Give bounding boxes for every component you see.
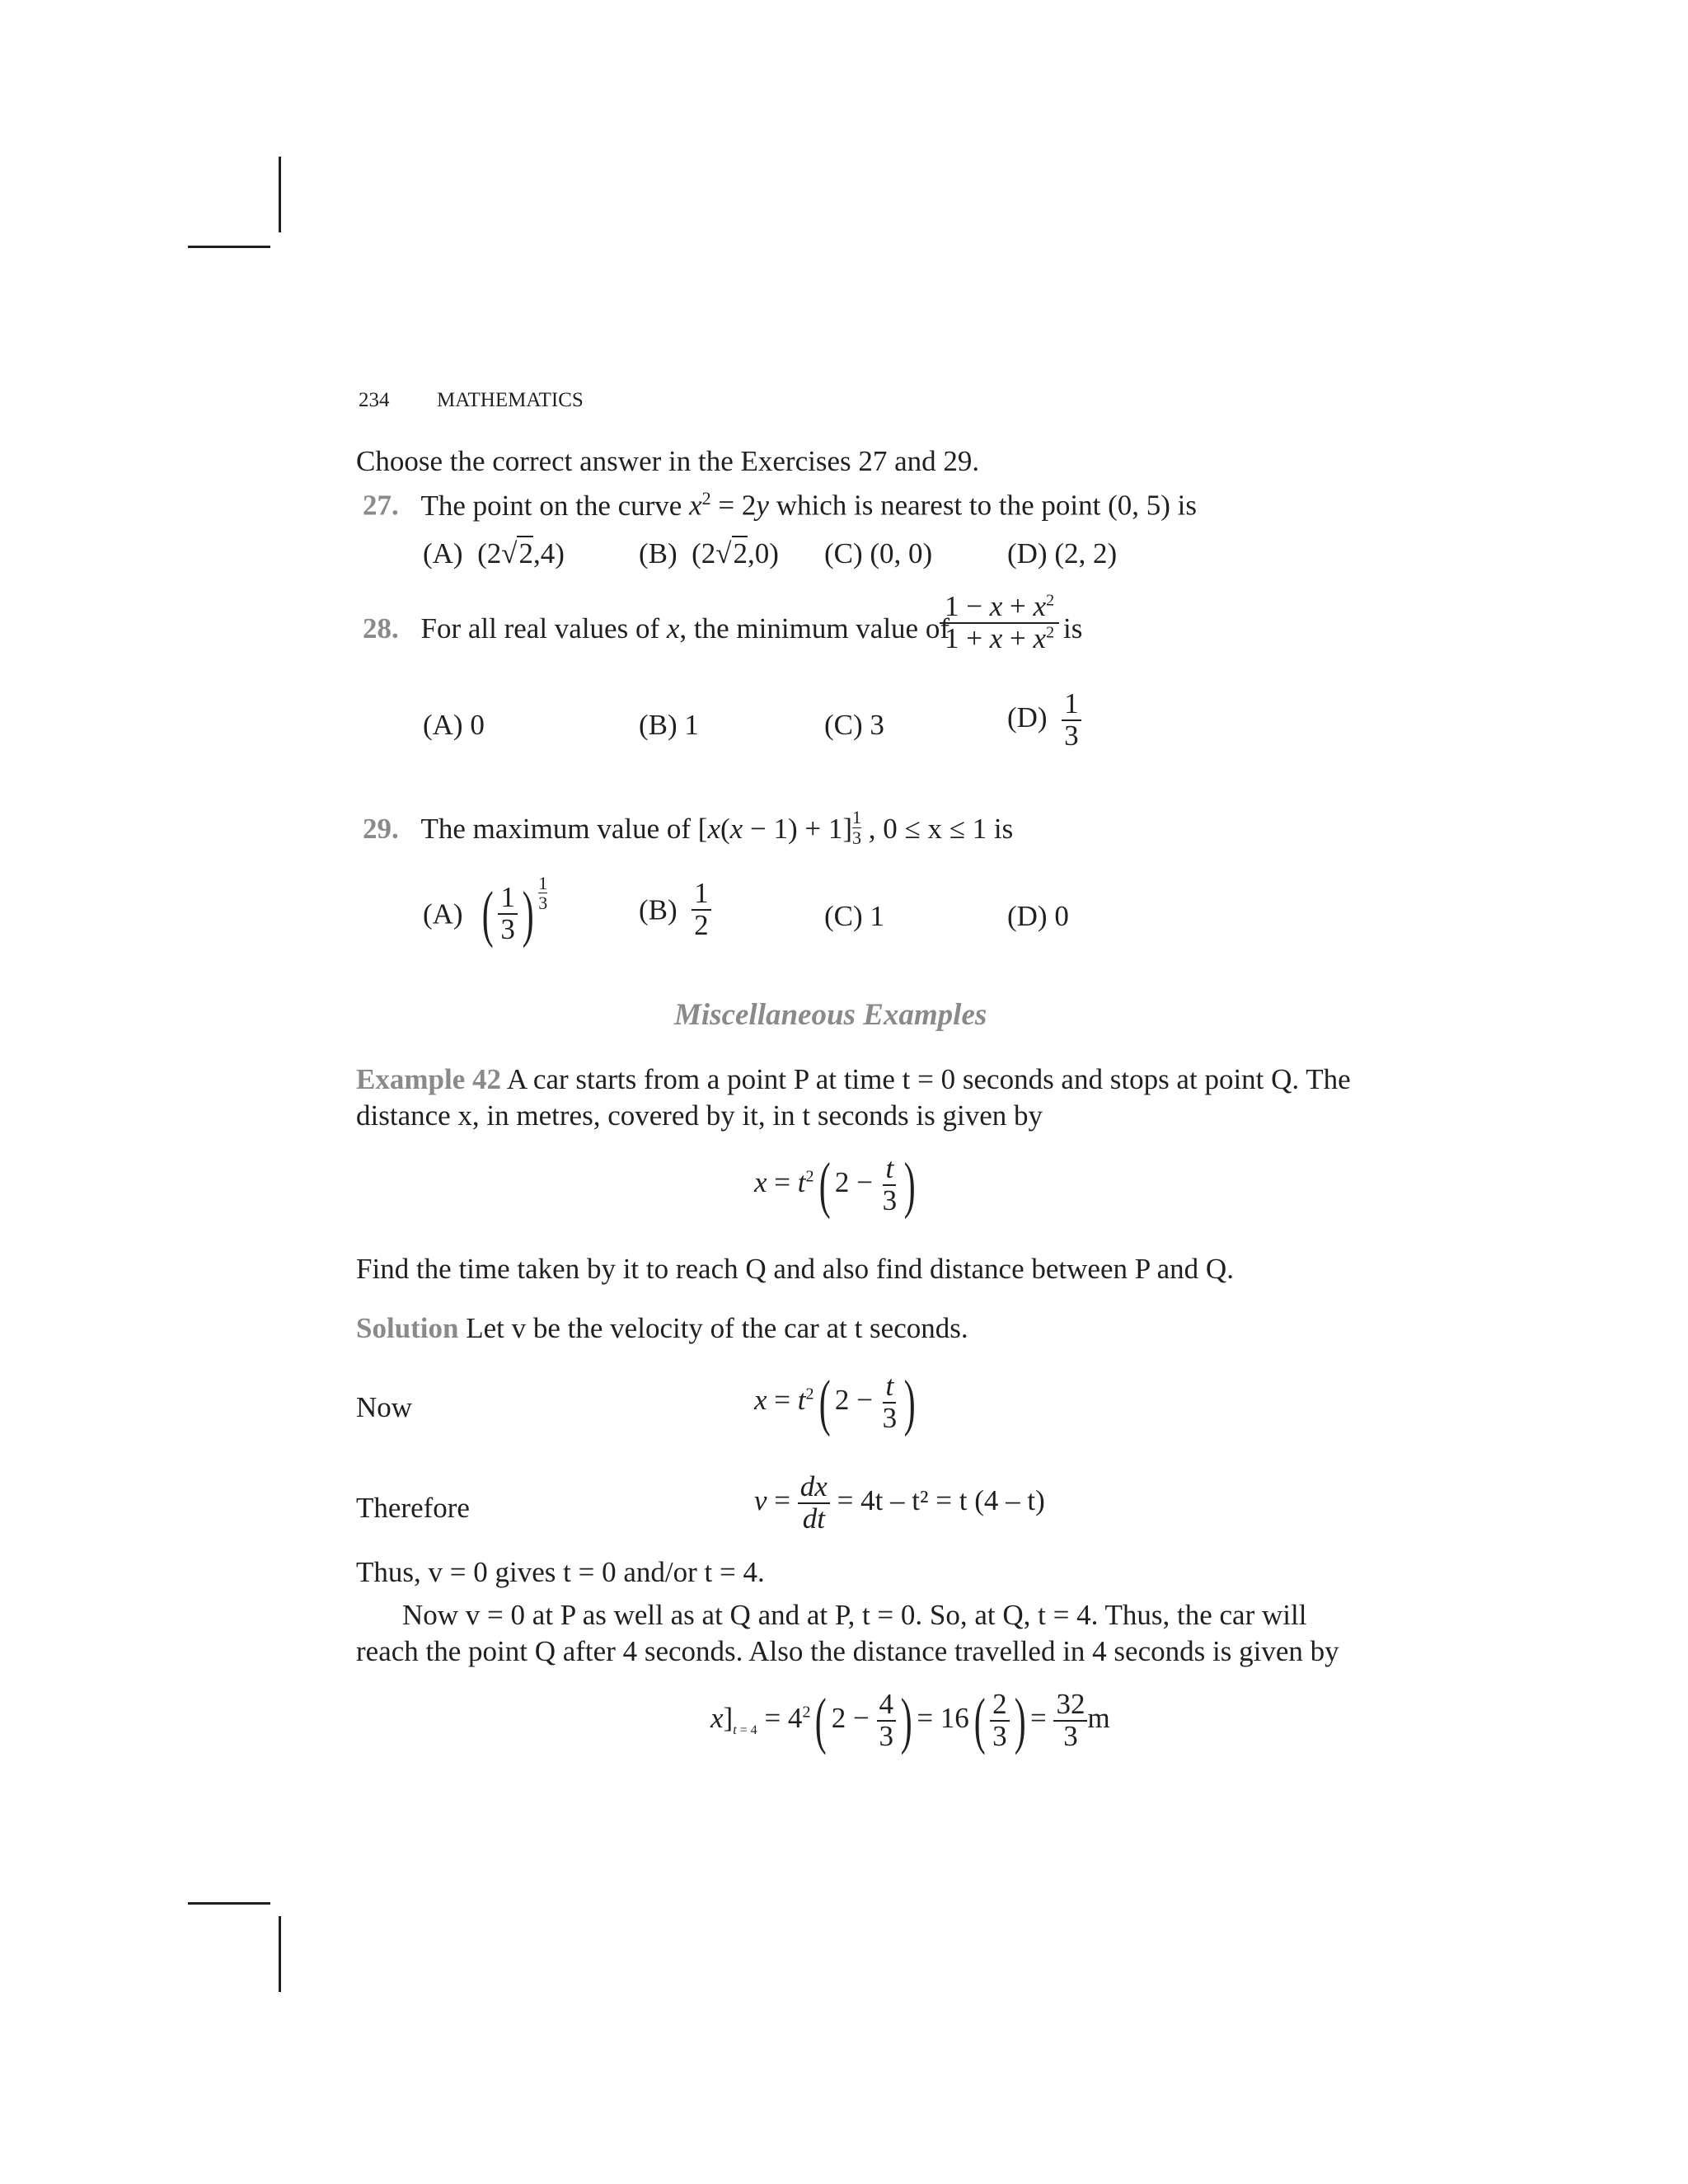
solution-paragraph-2: reach the point Q after 4 seconds. Also the distance travelled in 4 seconds is given by [356, 1635, 1339, 1667]
example-42-find: Find the time taken by it to reach Q and also find distance between P and Q. [356, 1253, 1234, 1285]
question-27: 27. The point on the curve $x^2 = 2y$ which is nearest to the point (0, 5) is [363, 488, 1198, 522]
q28-option-d: (D) $\frac{1}{3}$ [1007, 689, 1081, 752]
example-label: Example 42 [356, 1063, 501, 1095]
now-label: Now [356, 1391, 413, 1423]
q27-option-a: (A) (2√2,4) [423, 537, 565, 569]
section-title: Miscellaneous Examples [674, 998, 987, 1032]
crop-mark-bottom-vertical [279, 1916, 281, 1992]
q29-option-d: (D) 0 [1007, 900, 1069, 932]
q28-is: is [1063, 612, 1083, 644]
equation-distance-result: $x]_{t = 4} = 4^2$( 2 − $\frac{4}{3}$ ) = 16( $\frac{2}{3}$ ) = $\frac{32}{3}$ m [710, 1686, 1110, 1755]
thus-line: Thus, v = 0 gives t = 0 and/or t = 4. [356, 1556, 765, 1588]
solution-line: Solution Let v be the velocity of the car at t seconds. [356, 1312, 968, 1344]
q27-option-d: (D) (2, 2) [1007, 537, 1118, 569]
equation-x: $x = t^2$( 2 − $\frac{t}{3}$ ) [754, 1368, 916, 1437]
question-number: 29. [363, 813, 399, 845]
crop-mark-top-horizontal [188, 246, 270, 248]
exercise-intro: Choose the correct answer in the Exercises 27 and 29. [356, 445, 980, 477]
equation-distance: $x = t^2$( 2 − $\frac{t}{3}$ ) [754, 1151, 916, 1220]
example-42-line1: Example 42 A car starts from a point P at time t = 0 seconds and stops at point Q. The [356, 1063, 1351, 1095]
question-number: 27. [363, 489, 399, 522]
crop-mark-bottom-horizontal [188, 1902, 270, 1905]
question-29: 29. The maximum value of [x(x − 1) + 1] $^{\frac{1}{3}}$ , 0 ≤ x ≤ 1 is [363, 807, 1014, 849]
running-header: MATHEMATICS [437, 389, 584, 411]
solution-paragraph-1: Now v = 0 at P as well as at Q and at P, t = 0. So, at Q, t = 4. Thus, the car will [402, 1599, 1307, 1631]
q29-option-a: (A) ( $\frac{1}{3}$ ) $^{\frac{1}{3}}$ [423, 873, 548, 949]
q28-option-b: (B) 1 [639, 709, 699, 741]
crop-mark-top-vertical [279, 157, 281, 232]
q28-option-c: (C) 3 [824, 709, 884, 741]
therefore-label: Therefore [356, 1492, 470, 1524]
equation-velocity: v = $\frac{dx}{dt}$ = 4t – t² = t (4 – t) [754, 1470, 1045, 1535]
example-42-line2: distance x, in metres, covered by it, in t seconds is given by [356, 1099, 1043, 1132]
page-number: 234 [359, 389, 390, 411]
question-28: 28. For all real values of x, the minimum value of [363, 612, 950, 644]
q29-option-b: (B) $\frac{1}{2}$ [639, 879, 711, 941]
q29-option-c: (C) 1 [824, 900, 884, 932]
solution-label: Solution [356, 1312, 459, 1344]
q28-fraction: $\frac{1 - x + x^2}{1 + x + x^2}$ [940, 592, 1059, 654]
question-number: 28. [363, 612, 399, 644]
q27-option-b: (B) (2√2,0) [639, 537, 779, 569]
q28-option-a: (A) 0 [423, 709, 485, 741]
q27-option-c: (C) (0, 0) [824, 537, 933, 569]
